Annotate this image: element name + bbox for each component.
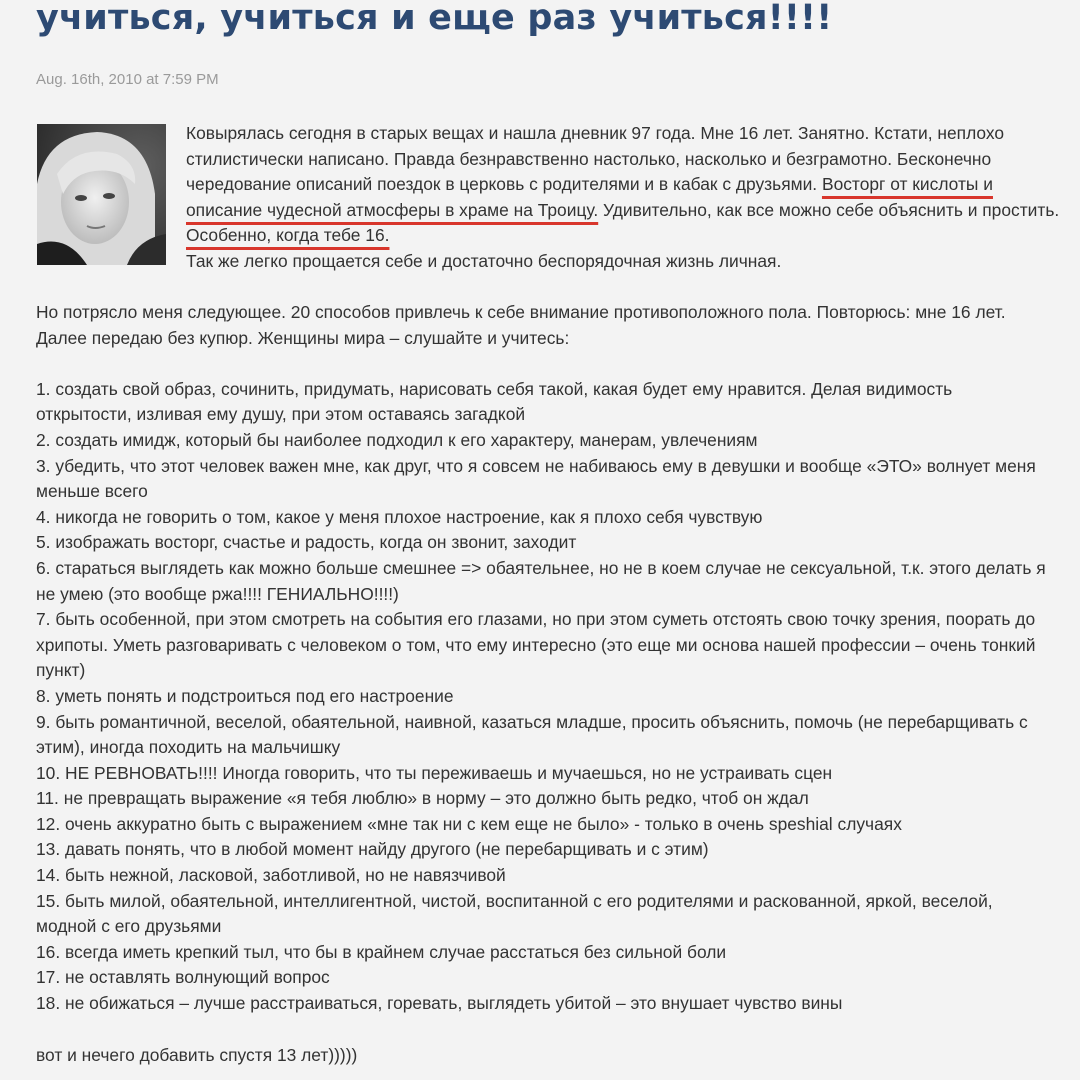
list-item: 12. очень аккуратно быть с выражением «мне так ни с кем еще не было» - только в очень speshial случаях: [36, 813, 902, 834]
list-item: 10. НЕ РЕВНОВАТЬ!!!! Иногда говорить, что ты переживаешь и мучаешься, но не устраивать сцен: [36, 762, 833, 783]
userpic-image: [37, 124, 166, 265]
body-paragraph: Но потрясло меня следующее. 20 способов привлечь к себе внимание противоположного пола. Повторюсь: мне 16 лет. Далее передаю без купюр. Женщины мира – слушайте и учитесь:: [36, 302, 1006, 348]
list-item: 1. создать свой образ, сочинить, придумать, нарисовать себя такой, какая будет ему нравится. Делая видимость открытости, изливая ему душу, при этом оставаясь загадкой: [36, 378, 953, 425]
intro-text: Ковырялась сегодня в старых вещах и нашла дневник 97 года. Мне 16 лет. Занятно. Кстати, неплохо стилистически написано. Правда безнравственно настолько, насколько и безграмотно. Бесконечно чередование описаний поездок в церковь с родителями и в кабак с друзьями.: [186, 123, 1005, 195]
list-item: 15. быть милой, обаятельной, интеллигентной, чистой, воспитанной с его родителями и раскованной, яркой, веселой, модной с его друзьями: [36, 890, 993, 937]
list-item: 4. никогда не говорить о том, какое у меня плохое настроение, как я плохо себя чувствую: [36, 506, 763, 527]
post-intro: [186, 121, 1066, 275]
highlighted-text: Особенно, когда тебе 16.: [186, 225, 390, 246]
list-item: 14. быть нежной, ласковой, заботливой, но не навязчивой: [36, 865, 506, 886]
list-item: 7. быть особенной, при этом смотреть на события его глазами, но при этом суметь отстоять свою точку зрения, поорать до хрипоты. Уметь разговаривать с человеком о том, что ему интересно (это еще ми основа нашей профессии – очень тонкий пункт): [36, 609, 1036, 681]
intro-paragraph: Так же легко прощается себе и достаточно беспорядочная жизнь личная.: [186, 250, 782, 271]
list-item: 18. не обижаться – лучше расстраиваться, горевать, выглядеть убитой – это внушает чувство вины: [36, 993, 843, 1014]
post-outro: вот и нечего добавить спустя 13 лет))))): [36, 1045, 358, 1065]
intro-text: Удивительно, как все можно себе объяснить и простить.: [598, 199, 1060, 220]
list-item: 13. давать понять, что в любой момент найду другого (не перебарщивать и с этим): [36, 839, 709, 860]
list-item: 5. изображать восторг, счастье и радость, когда он звонит, заходит: [36, 532, 577, 553]
list-item: 9. быть романтичной, веселой, обаятельной, наивной, казаться младше, просить объяснить, помочь (не перебарщивать с этим), иногда походить на мальчишку: [36, 711, 1028, 758]
highlighted-text: Восторг от кислоты и описание чудесной атмосферы в храме на Троицу.: [186, 174, 993, 220]
list-item: 6. стараться выглядеть как можно больше смешнее => обаятельнее, но не в коем случае не сексуальной, т.к. этого делать я не умею (это вообще ржа!!!! ГЕНИАЛЬНО!!!!): [36, 557, 1046, 604]
userpic[interactable]: [37, 124, 166, 265]
list-item: 11. не превращать выражение «я тебя люблю» в норму – это должно быть редко, чтоб он ждал: [36, 788, 809, 809]
paragraph-gap: [36, 351, 1046, 377]
tips-list: [36, 377, 1046, 1017]
post-body: [36, 300, 1046, 1017]
post-title: учиться, учиться и еще раз учиться!!!!: [36, 0, 833, 38]
list-item: 17. не оставлять волнующий вопрос: [36, 967, 330, 988]
intro-paragraph: [186, 121, 1066, 249]
list-item: 2. создать имидж, который бы наиболее подходил к его характеру, манерам, увлечениям: [36, 429, 758, 450]
list-item: 16. всегда иметь крепкий тыл, что бы в крайнем случае расстаться без сильной боли: [36, 941, 727, 962]
post-date[interactable]: Aug. 16th, 2010 at 7:59 PM: [36, 71, 219, 88]
list-item: 3. убедить, что этот человек важен мне, как друг, что я совсем не набиваюсь ему в девушки и вообще «ЭТО» волнует меня меньше всего: [36, 455, 1036, 502]
list-item: 8. уметь понять и подстроиться под его настроение: [36, 685, 454, 706]
